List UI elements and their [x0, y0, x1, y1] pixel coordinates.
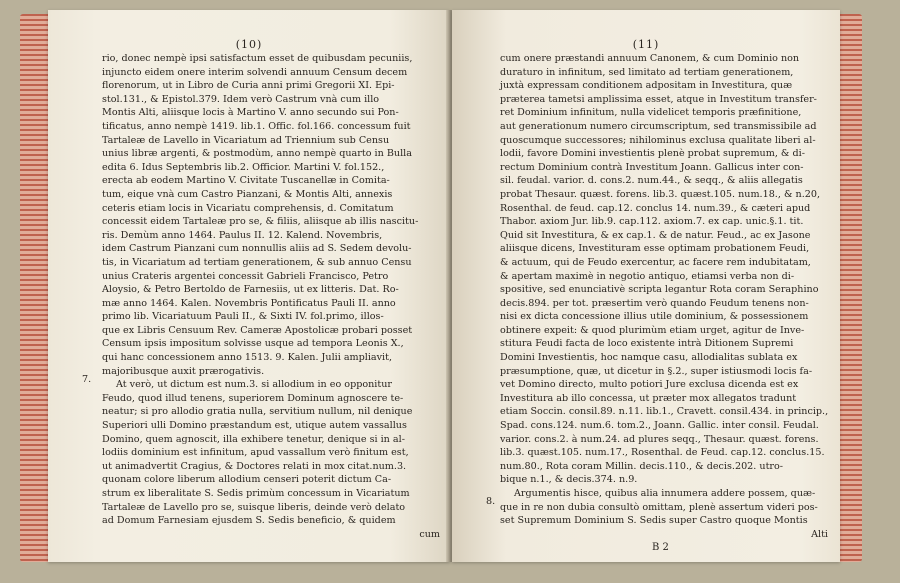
- text-line: lodii, favore Domini investientis plenè probat supremum, & di-: [500, 148, 805, 160]
- text-line: & actuum, qui de Feudo exercentur, ac facere rem indubitatam,: [500, 256, 811, 268]
- text-line: Aloysio, & Petro Bertoldo de Farnesiis, ut ex litteris. Dat. Ro-: [102, 284, 399, 296]
- right-page-text: [500, 52, 828, 541]
- text-line: tificatus, anno nempè 1419. lib.1. Offic. fol.166. concessum fuit: [102, 120, 411, 132]
- text-line: concessit eidem Tartaleæ pro se, & filiis, aliisque ab illis nascitu-: [102, 216, 419, 228]
- text-line: primo lib. Vicariatuum Pauli II., & Sixti IV. fol.primo, illos-: [102, 311, 384, 323]
- text-line: tis, in Vicariatum ad tertiam generationem, & sub annuo Censu: [102, 256, 412, 268]
- text-line: duraturo in infinitum, sed limitato ad tertiam generationem,: [500, 66, 794, 78]
- text-line: cum onere præstandi annuum Canonem, & cum Dominio non: [500, 53, 800, 64]
- text-line: Censum ipsis impositum solvisse usque ad tempora Leonis X.,: [102, 338, 404, 350]
- text-line: etiam Soccin. consil.89. n.11. lib.1., Cravett. consil.434. in princip.,: [500, 406, 829, 418]
- text-line: & apertam maximè in negotio antiquo, etiamsi verba non di-: [500, 270, 795, 282]
- text-line: decis.894. per tot. præsertim verò quando Feudum tenens non-: [500, 297, 809, 309]
- text-line: stol.131., & Epistol.379. Idem verò Castrum vnà cum illo: [102, 93, 380, 105]
- text-line: Domini Investientis, hoc namque casu, allodialitas sublata ex: [500, 352, 798, 364]
- left-page-number: (10): [235, 38, 263, 51]
- text-line: bique n.1., & decis.374. n.9.: [500, 474, 638, 486]
- text-line: Thabor. axiom Jur. lib.9. cap.112. axiom.7. ex cap. unic.§.1. tit.: [500, 216, 804, 228]
- text-line: majoribusque auxit prærogativis.: [102, 365, 265, 377]
- left-margin-number: 7.: [82, 374, 92, 385]
- right-page-number: (11): [632, 38, 660, 51]
- text-line: obtinere expeit: & quod plurimùm etiam urget, agitur de Inve-: [500, 324, 805, 336]
- text-line: ret Dominium infinitum, nulla videlicet temporis præfinitione,: [500, 107, 802, 119]
- text-line: præsumptione, quæ, ut dicetur in §.2., super istiusmodi locis fa-: [500, 365, 813, 377]
- text-line: injuncto eidem onere interim solvendi annuum Censum decem: [102, 66, 408, 78]
- text-line: unius libræ argenti, & postmodùm, anno nempè quarto in Bulla: [102, 148, 412, 160]
- text-line: mæ anno 1464. Kalen. Novembris Pontificatus Pauli II. anno: [102, 297, 396, 309]
- text-line: aut generationum numero circumscriptum, sed transmissibile ad: [500, 120, 817, 132]
- text-line: cum: [419, 528, 440, 540]
- signature-mark: B 2: [652, 542, 669, 553]
- text-line: At verò, ut dictum est num.3. si allodium in eo opponitur: [116, 379, 392, 391]
- text-line: juxtà expressam conditionem adpositam in Investitura, quæ: [500, 80, 793, 92]
- text-line: ceteris etiam locis in Vicariatu comprehensis, d. Comitatum: [102, 202, 394, 214]
- text-line: Feudo, quod illud tenens, superiorem Dominum agnoscere te-: [102, 392, 404, 404]
- text-line: Argumentis hisce, quibus alia innumera addere possem, quæ-: [514, 488, 816, 499]
- text-line: præterea tametsi amplissima esset, atque in Investitum transfer-: [500, 93, 817, 105]
- text-line: lodiis dominium est infinitum, apud vassallum verò finitum est,: [102, 447, 409, 459]
- right-margin-number: 8.: [486, 496, 496, 507]
- text-line: stitura Feudi facta de loco existente intrà Ditionem Supremi: [500, 338, 794, 350]
- text-line: Alti: [811, 528, 828, 540]
- text-line: set Supremum Dominium S. Sedis super Castro quoque Montis: [500, 515, 808, 527]
- right-page: [452, 10, 840, 562]
- text-line: qui hanc concessionem anno 1513. 9. Kalen. Julii ampliavit,: [102, 352, 393, 364]
- text-line: varior. cons.2. à num.24. ad plures seqq., Thesaur. quæst. forens.: [500, 433, 819, 445]
- text-line: Quid sit Investitura, & ex cap.1. & de natur. Feud., ac ex Jasone: [500, 229, 811, 241]
- text-line: quonam colore liberum allodium censeri poterit dictum Ca-: [102, 474, 392, 486]
- text-line: rio, donec nempè ipsi satisfactum esset de quibusdam pecuniis,: [102, 53, 413, 64]
- text-line: num.80., Rota coram Millin. decis.110., & decis.202. utro-: [500, 460, 784, 472]
- text-line: Rosenthal. de feud. cap.12. conclus 14. num.39., & cæteri apud: [500, 202, 811, 214]
- text-line: ris. Demùm anno 1464. Paulus II. 12. Kalend. Novembris,: [102, 229, 383, 241]
- text-line: aliisque dicens, Investituram esse optimam probationem Feudi,: [500, 243, 810, 255]
- text-line: Investitura ab illo concessa, ut præter mox allegatos tradunt: [500, 392, 797, 404]
- text-line: vet Domino directo, multo potiori Jure exclusa dicenda est ex: [500, 379, 799, 391]
- text-line: nisi ex dicta concessione illius utile dominium, & possessionem: [500, 311, 809, 323]
- text-line: Tartaleæ de Lavello pro se, suisque liberis, deinde verò delato: [102, 501, 406, 513]
- text-line: Montis Alti, aliisque locis à Martino V. anno secundo sui Pon-: [102, 107, 399, 119]
- text-line: erecta ab eodem Martino V. Civitate Tuscanellæ in Comita-: [102, 175, 390, 187]
- text-line: unius Crateris argentei concessit Gabrieli Francisco, Petro: [102, 270, 389, 282]
- text-line: rectum Dominium contrà Investitum Joann. Gallicus inter con-: [500, 161, 804, 173]
- text-line: sil. feudal. varior. d. cons.2. num.44., & seqq., & aliis allegatis: [500, 175, 803, 187]
- text-line: edita 6. Idus Septembris lib.2. Officior. Martini V. fol.152.,: [102, 161, 385, 173]
- left-page-edges: [20, 14, 50, 562]
- text-line: Superiori ulli Domino præstandum est, utique autem vassallus: [102, 420, 407, 432]
- text-line: florenorum, ut in Libro de Curia anni primi Gregorii XI. Epi-: [102, 80, 395, 92]
- text-line: Domino, quem agnoscit, illa exhibere tenetur, denique si in al-: [102, 433, 405, 445]
- text-line: Tartaleæ de Lavello in Vicariatum ad Triennium sub Censu: [102, 134, 390, 146]
- text-line: que ex Libris Censuum Rev. Cameræ Apostolicæ probari posset: [102, 324, 413, 336]
- text-line: lib.3. quæst.105. num.17., Rosenthal. de Feud. cap.12. conclus.15.: [500, 447, 825, 459]
- text-line: que in re non dubia consultò omittam, plenè assertum videri pos-: [500, 501, 818, 513]
- left-page: [48, 10, 450, 562]
- text-line: neatur; si pro allodio gratia nulla, servitium nullum, nil denique: [102, 406, 413, 418]
- text-line: tum, eique vnà cum Castro Pianzani, & Montis Alti, annexis: [102, 188, 393, 200]
- text-line: quoscumque successores; nihilominus exclusa qualitate liberi al-: [500, 134, 816, 146]
- text-line: probat Thesaur. quæst. forens. lib.3. quæst.105. num.18., & n.20,: [500, 188, 821, 200]
- text-line: strum ex liberalitate S. Sedis primùm concessum in Vicariatum: [102, 488, 410, 499]
- left-page-text: [102, 52, 440, 541]
- text-line: spositive, sed enunciativè scripta legantur Rota coram Seraphino: [500, 284, 819, 296]
- text-line: idem Castrum Pianzani cum nonnullis aliis ad S. Sedem devolu-: [102, 243, 412, 255]
- text-line: ut animadvertit Cragius, & Doctores relati in mox citat.num.3.: [102, 460, 407, 472]
- text-line: ad Domum Farnesiam ejusdem S. Sedis beneficio, & quidem: [102, 515, 396, 527]
- text-line: Spad. cons.124. num.6. tom.2., Joann. Gallic. inter consil. Feudal.: [500, 420, 819, 432]
